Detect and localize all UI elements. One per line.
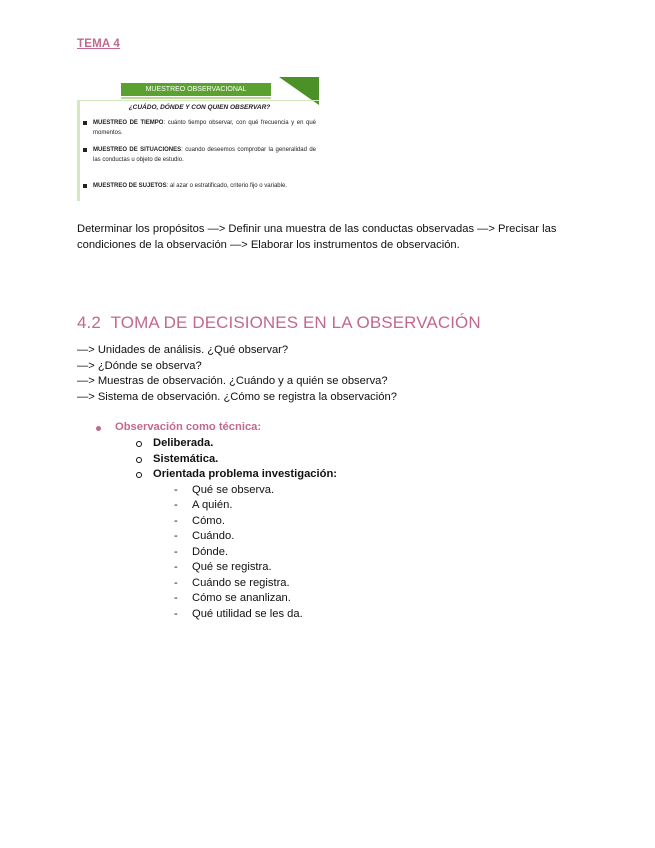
decision-item: —> Muestras de observación. ¿Cuándo y a quién se observa?	[77, 375, 388, 387]
slide-item-situaciones	[80, 145, 316, 165]
decision-item: —> Unidades de análisis. ¿Qué observar?	[77, 344, 289, 356]
square-bullet-icon	[83, 121, 87, 125]
hollow-circle-bullet-icon	[136, 457, 142, 463]
slide-header: MUESTREO OBSERVACIONAL	[121, 83, 271, 96]
decision-item: —> ¿Dónde se observa?	[77, 359, 202, 372]
dash-item-label: Cómo.	[192, 515, 225, 527]
process-paragraph: Determinar los propósitos —> Definir una muestra de las conductas observadas —> Precisar las condiciones de la observación —> Elaborar los instrumentos de observación.	[77, 223, 557, 251]
dash-bullet: -	[174, 499, 178, 511]
slide-question: ¿CUÁDO, DÓNDE Y CON QUIEN OBSERVAR?	[128, 104, 271, 111]
bullet-label: Observación como técnica:	[115, 421, 262, 433]
decision-item: —> Sistema de observación. ¿Cómo se registra la observación?	[77, 390, 397, 403]
hollow-circle-bullet-icon	[136, 441, 142, 447]
slide-item-title: MUESTREO DE TIEMPO	[93, 120, 164, 126]
square-bullet-icon	[83, 184, 87, 188]
slide-body	[77, 100, 319, 201]
dash-bullet: -	[174, 577, 178, 589]
bullet-dot-icon	[96, 426, 101, 431]
slide-item-text: : cuando deseemos comprobar la generalidad de las conductas u objeto de estudio.	[93, 147, 316, 163]
sub-item-label: Deliberada.	[153, 437, 214, 449]
slide-item-sujetos	[80, 181, 316, 191]
decision-list	[77, 343, 397, 405]
slide-item-text: : cuánto tiempo observar, con qué frecuencia y en qué momentos.	[93, 120, 317, 136]
dash-bullet: -	[174, 561, 178, 573]
dash-bullet: -	[174, 546, 178, 558]
sub-item-label: Sistemática.	[153, 453, 219, 465]
dash-bullet: -	[174, 484, 178, 496]
dash-bullet: -	[174, 530, 178, 542]
slide-item-title: MUESTREO DE SITUACIONES	[93, 147, 182, 153]
dash-item-label: Cuándo se registra.	[192, 577, 290, 589]
dash-item-label: A quién.	[192, 499, 233, 511]
dash-item-label: Cuándo.	[192, 530, 235, 542]
slide-header-underline	[121, 97, 271, 99]
section-number: 4.2	[77, 313, 101, 332]
section-heading	[77, 313, 481, 333]
square-bullet-icon	[83, 148, 87, 152]
slide-image	[77, 77, 319, 201]
slide-item-tiempo	[80, 118, 316, 138]
dash-item-label: Qué se observa.	[192, 484, 275, 496]
dash-bullet: -	[174, 515, 178, 527]
dash-item-label: Dónde.	[192, 546, 229, 558]
dash-item-label: Qué se registra.	[192, 561, 272, 573]
slide-item-text: : al azar o estratificado, criterio fijo o variable.	[166, 183, 287, 189]
dash-bullet: -	[174, 608, 178, 620]
dash-item-label: Qué utilidad se les da.	[192, 608, 303, 620]
hollow-circle-bullet-icon	[136, 472, 142, 478]
sub-item-label: Orientada problema investigación:	[153, 468, 338, 480]
slide-item-title: MUESTREO DE SUJETOS	[93, 183, 167, 189]
section-title: TOMA DE DECISIONES EN LA OBSERVACIÓN	[110, 313, 481, 332]
dash-item-label: Cómo se ananlizan.	[192, 592, 291, 604]
dash-bullet: -	[174, 592, 178, 604]
chapter-label: TEMA 4	[77, 38, 120, 50]
